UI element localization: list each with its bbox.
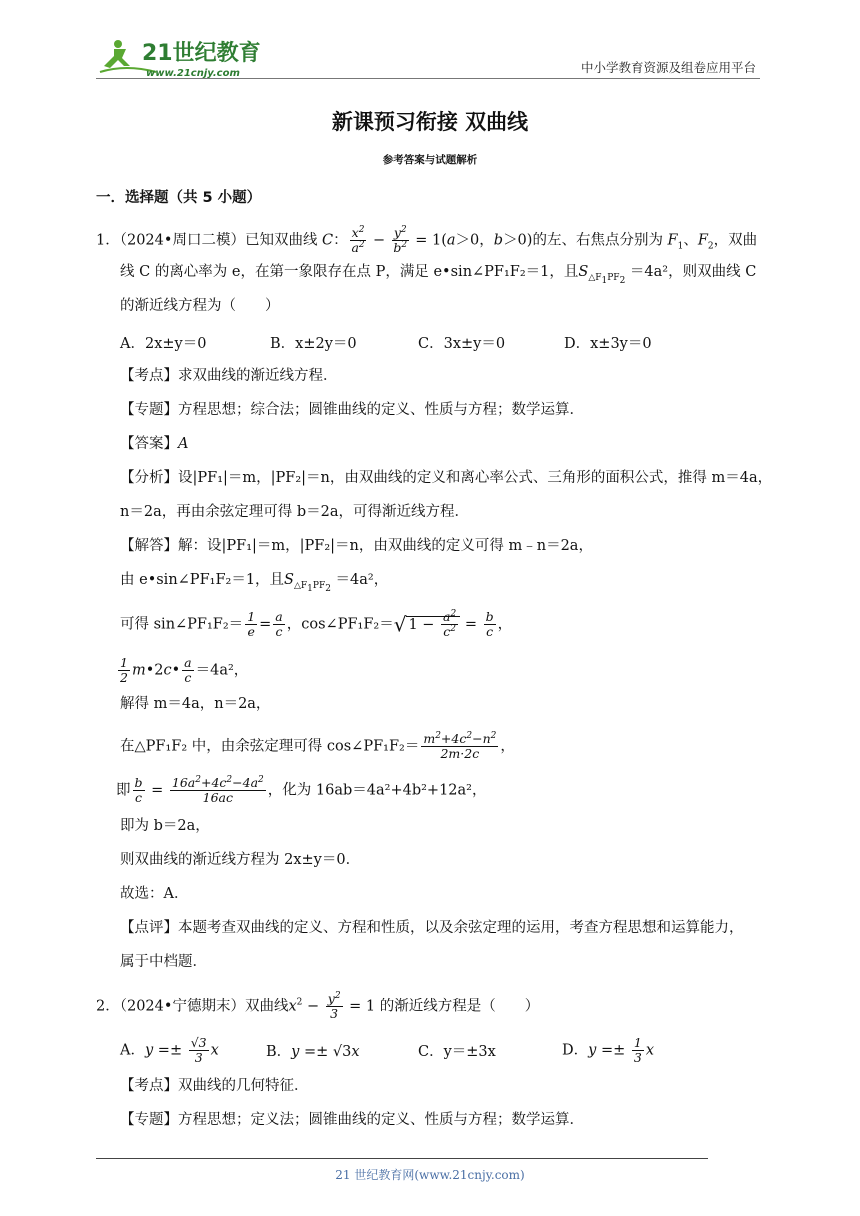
q1-jieda-7: 即 $\frac{b}{c}$ = $\frac{16a^2+4c^2-4a^2}{16ac}$ ，化为 16ab＝4a²+4b²+12a²， <box>116 774 487 805</box>
svg-text:21世纪教育: 21世纪教育 <box>142 41 261 66</box>
q2-option-c[interactable]: C．y＝±3x <box>418 1044 496 1060</box>
q1-jieda-3: 可得 sin∠PF₁F₂＝ $\frac{1}{e}$ = $\frac{a}{c}$ ，cos∠PF₁F₂＝√ 1 − $\frac{a^2}{c^2}$ = $\frac{b}{c}$ ， <box>120 608 513 639</box>
page-subtitle: 参考答案与试题解析 <box>382 154 478 166</box>
footer-divider <box>96 1158 708 1159</box>
q1-dianping: 【点评】本题考查双曲线的定义、方程和性质，以及余弦定理的运用，考查方程思想和运算能力， <box>120 920 744 936</box>
q1-jieda-10: 故选：A． <box>120 886 189 902</box>
q1-dianping-cont: 属于中档题． <box>120 954 207 970</box>
q1-option-a[interactable]: A．2x±y＝0 <box>120 336 207 352</box>
q1-jieda-2: 由 e•sin∠PF₁F₂＝1，且$S_{\triangle F_1PF_2} =4a^2$， <box>120 572 389 594</box>
header-divider <box>96 78 760 79</box>
question-2-stem: 2．（2024•宁德期末）双曲线$x^2$ − $\frac{y^2}{3}$ = 1 的渐近线方程是（ ） <box>96 990 540 1021</box>
page-title: 新课预习衔接 双曲线 <box>331 110 529 134</box>
question-1-line3: 的渐近线方程为（ ） <box>120 298 280 314</box>
q1-answer: 【答案】A <box>120 436 189 452</box>
q1-zhuanti: 【专题】方程思想；综合法；圆锥曲线的定义、性质与方程；数学运算． <box>120 402 584 418</box>
site-logo <box>96 36 266 80</box>
q1-jieda-9: 则双曲线的渐近线方程为 2x±y＝0． <box>120 852 361 868</box>
q1-fenxi: 【分析】设|PF₁|＝m，|PF₂|＝n，由双曲线的定义和离心率公式、三角形的面积公式，推得 m＝4a， <box>120 470 773 486</box>
platform-name: 中小学教育资源及组卷应用平台 <box>580 60 756 75</box>
q1-option-d[interactable]: D．x±3y＝0 <box>564 336 652 352</box>
q2-option-b[interactable]: B．y =± √3x <box>266 1044 360 1060</box>
q2-kaodian: 【考点】双曲线的几何特征． <box>120 1078 309 1094</box>
q1-jieda-6: 在△PF₁F₂ 中，由余弦定理可得 cos∠PF₁F₂＝ $\frac{m^2+4c^2-n^2}{2m\cdot 2c}$ ， <box>120 730 515 761</box>
q2-option-a[interactable]: A．y =± $\frac{√3}{3}$ x <box>120 1035 219 1065</box>
q1-jieda-8: 即为 b＝2a， <box>120 818 210 834</box>
q1-jieda: 【解答】解：设|PF₁|＝m，|PF₂|＝n，由双曲线的定义可得 m﹣n＝2a， <box>120 538 593 554</box>
q1-jieda-4: $\frac{1}{2}$ m•2c• $\frac{a}{c}$ ＝4a²， <box>120 655 249 685</box>
footer-link[interactable]: 21 世纪教育网(www.21cnjy.com) <box>335 1168 525 1182</box>
svg-text:www.21cnjy.com: www.21cnjy.com <box>146 68 240 79</box>
q1-option-b[interactable]: B．x±2y＝0 <box>270 336 357 352</box>
q1-fenxi-cont: n＝2a，再由余弦定理可得 b＝2a，可得渐近线方程． <box>120 504 469 520</box>
q1-option-c[interactable]: C．3x±y＝0 <box>418 336 506 352</box>
question-1-stem: 1．（2024•周口二模）已知双曲线 C： $\frac{x^2}{a^2}$ − $\frac{y^2}{b^2}$ = 1(a＞0，b＞0)的左、右焦点分别为 $F_1$、$F_2$，双曲 <box>96 224 758 255</box>
q2-zhuanti: 【专题】方程思想；定义法；圆锥曲线的定义、性质与方程；数学运算． <box>120 1112 584 1128</box>
q1-kaodian: 【考点】求双曲线的渐近线方程． <box>120 368 338 384</box>
section-heading: 一．选择题（共 5 小题） <box>96 190 262 206</box>
q2-option-d[interactable]: D．y =± $\frac{1}{3}$ x <box>562 1035 655 1065</box>
question-1-line2: 线 C 的离心率为 e，在第一象限存在点 P，满足 e•sin∠PF₁F₂＝1，且$S_{\triangle F_1PF_2} =4a^2$，则双曲线 C <box>120 264 757 286</box>
q1-jieda-5: 解得 m＝4a，n＝2a， <box>120 696 271 712</box>
